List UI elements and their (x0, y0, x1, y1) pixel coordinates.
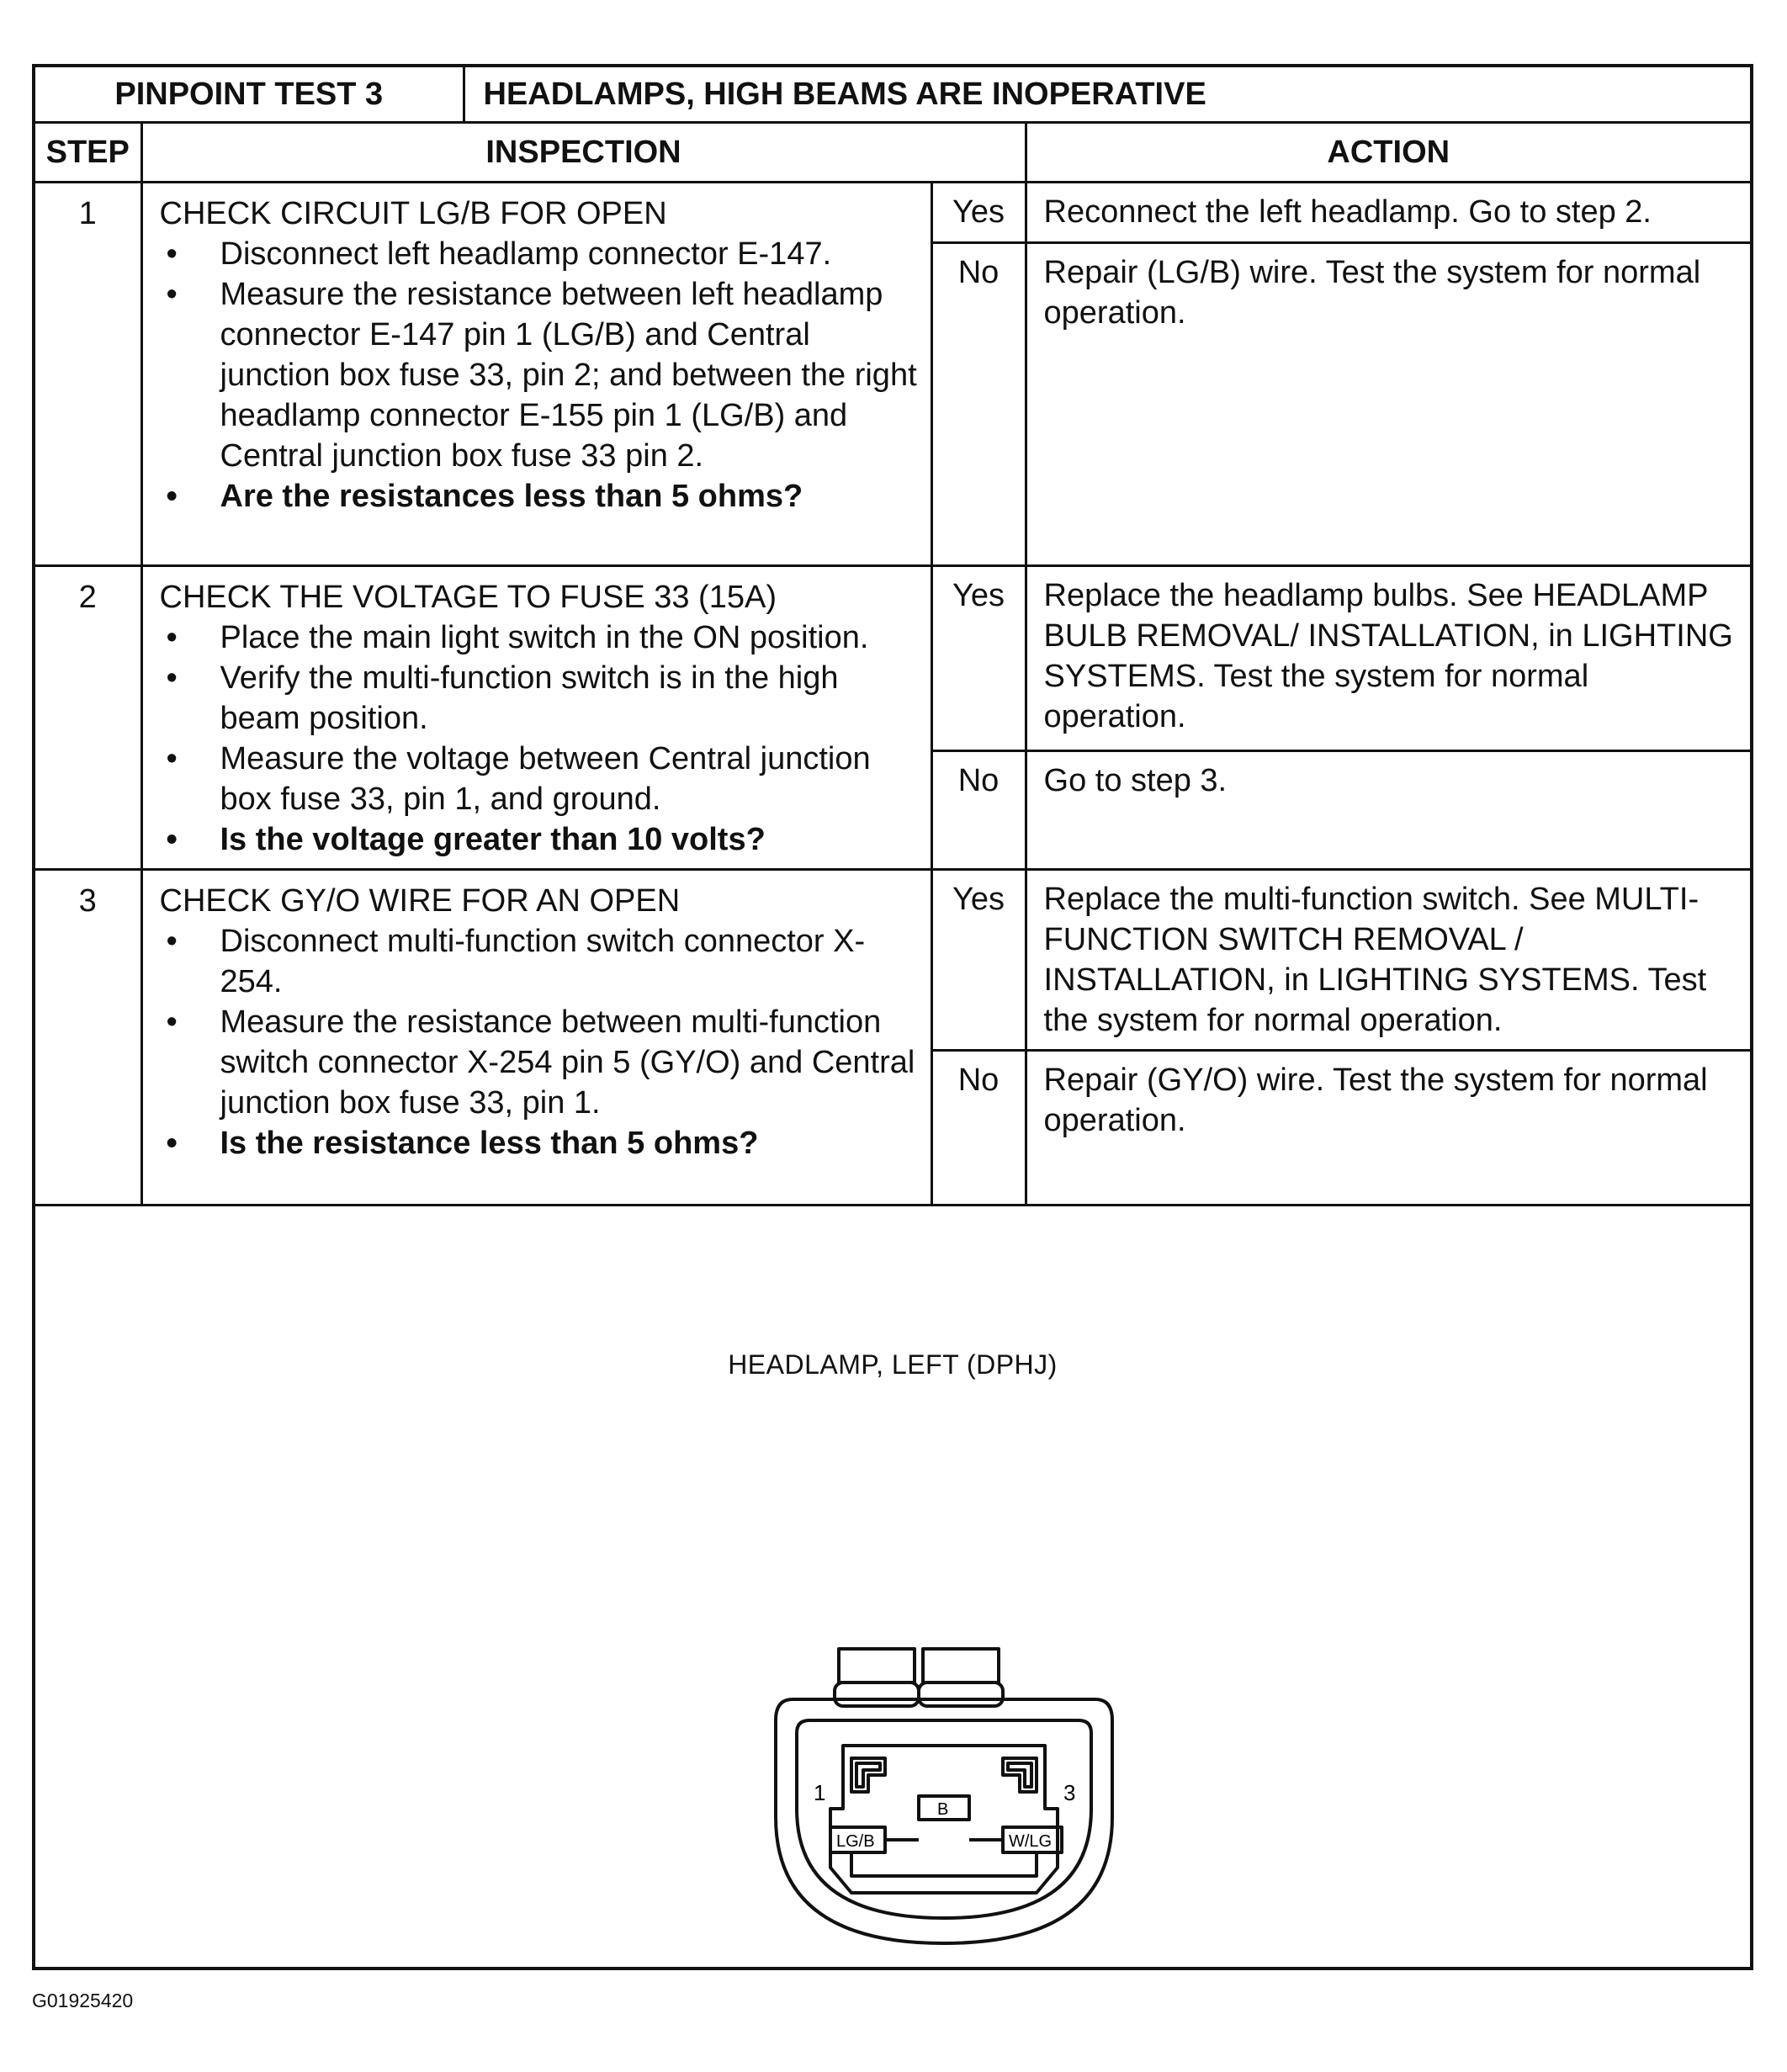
step-title: CHECK CIRCUIT LG/B FOR OPEN (159, 196, 667, 231)
pinpoint-test-frame (32, 64, 1753, 1970)
figure-id: G01925420 (32, 1990, 134, 2011)
step-title: CHECK GY/O WIRE FOR AN OPEN (159, 883, 681, 919)
bullet-icon: • (166, 822, 178, 857)
yes-action: Reconnect the left headlamp. Go to step 2. (1026, 183, 1750, 243)
step-inspection (141, 183, 931, 566)
step-question: • Is the voltage greater than 10 volts? (160, 819, 919, 860)
wire-lgb-label: LG/B (836, 1832, 875, 1851)
column-header-action: ACTION (1026, 123, 1750, 183)
step-question: • Is the resistance less than 5 ohms? (160, 1123, 919, 1163)
list-item: • Disconnect multi-function switch connector X-254. (160, 921, 919, 1002)
step-bullets (160, 921, 919, 1163)
pin-3-label: 3 (1063, 1780, 1076, 1805)
wire-b-label: B (937, 1800, 949, 1819)
step-number: 1 (35, 183, 141, 566)
step-number: 3 (35, 870, 141, 1206)
list-item: • Measure the resistance between left headlamp connector E-147 pin 1 (LG/B) and Central junction box fuse 33, pin 2; and between the right headlamp connector E-155 pin 1 (LG/B) and Central junction box fuse 33 pin 2. (160, 274, 919, 476)
bullet-icon: • (166, 620, 178, 655)
yes-action: Replace the headlamp bulbs. See HEADLAMP BULB REMOVAL/ INSTALLATION, in LIGHTING SYSTEMS. Test the system for normal operation. (1026, 566, 1750, 751)
bullet-icon: • (166, 741, 178, 776)
step-question: • Are the resistances less than 5 ohms? (160, 476, 919, 517)
connector-icon (759, 1640, 1129, 1960)
wire-wlg-label: W/LG (1009, 1832, 1053, 1851)
bullet-icon: • (166, 1126, 178, 1161)
step-bullets (160, 234, 919, 517)
step-number: 2 (35, 566, 141, 870)
list-item: • Place the main light switch in the ON position. (160, 617, 919, 658)
bullet-icon: • (166, 660, 178, 696)
no-label: No (931, 243, 1026, 566)
list-item: • Measure the resistance between multi-function switch connector X-254 pin 5 (GY/O) and Central junction box fuse 33, pin 1. (160, 1002, 919, 1123)
list-item: • Measure the voltage between Central junction box fuse 33, pin 1, and ground. (160, 739, 919, 819)
connector-diagram (35, 1245, 1750, 1970)
pin-1-label: 1 (814, 1780, 826, 1805)
bullet-icon: • (166, 479, 178, 514)
test-title: HEADLAMPS, HIGH BEAMS ARE INOPERATIVE (464, 67, 1750, 123)
bullet-icon: • (166, 236, 178, 272)
step-inspection (141, 566, 931, 870)
table-row (35, 566, 1750, 751)
bullet-icon: • (166, 924, 178, 959)
yes-label: Yes (931, 566, 1026, 751)
no-action: Repair (LG/B) wire. Test the system for normal operation. (1026, 243, 1750, 566)
no-label: No (931, 750, 1026, 869)
list-item: • Verify the multi-function switch is in the high beam position. (160, 658, 919, 739)
headlamp-connector-drawing (759, 1640, 1129, 1960)
table-row (35, 183, 1750, 243)
column-header-inspection: INSPECTION (141, 123, 1026, 183)
diagram-title: HEADLAMP, LEFT (DPHJ) (728, 1349, 1058, 1380)
bullet-icon: • (166, 277, 178, 312)
yes-label: Yes (931, 183, 1026, 243)
bullet-icon: • (166, 1004, 178, 1040)
yes-label: Yes (931, 870, 1026, 1051)
step-title: CHECK THE VOLTAGE TO FUSE 33 (15A) (159, 580, 777, 615)
no-action: Go to step 3. (1026, 750, 1750, 869)
yes-action: Replace the multi-function switch. See MULTI-FUNCTION SWITCH REMOVAL / INSTALLATION, in LIGHTING SYSTEMS. Test the system for normal operation. (1026, 870, 1750, 1051)
list-item: • Disconnect left headlamp connector E-147. (160, 234, 919, 274)
test-label: PINPOINT TEST 3 (35, 67, 464, 123)
step-bullets (160, 617, 919, 860)
no-label: No (931, 1051, 1026, 1206)
pinpoint-test-table (35, 67, 1750, 1206)
step-inspection (141, 870, 931, 1206)
column-header-step: STEP (35, 123, 141, 183)
no-action: Repair (GY/O) wire. Test the system for normal operation. (1026, 1051, 1750, 1206)
table-row (35, 870, 1750, 1051)
